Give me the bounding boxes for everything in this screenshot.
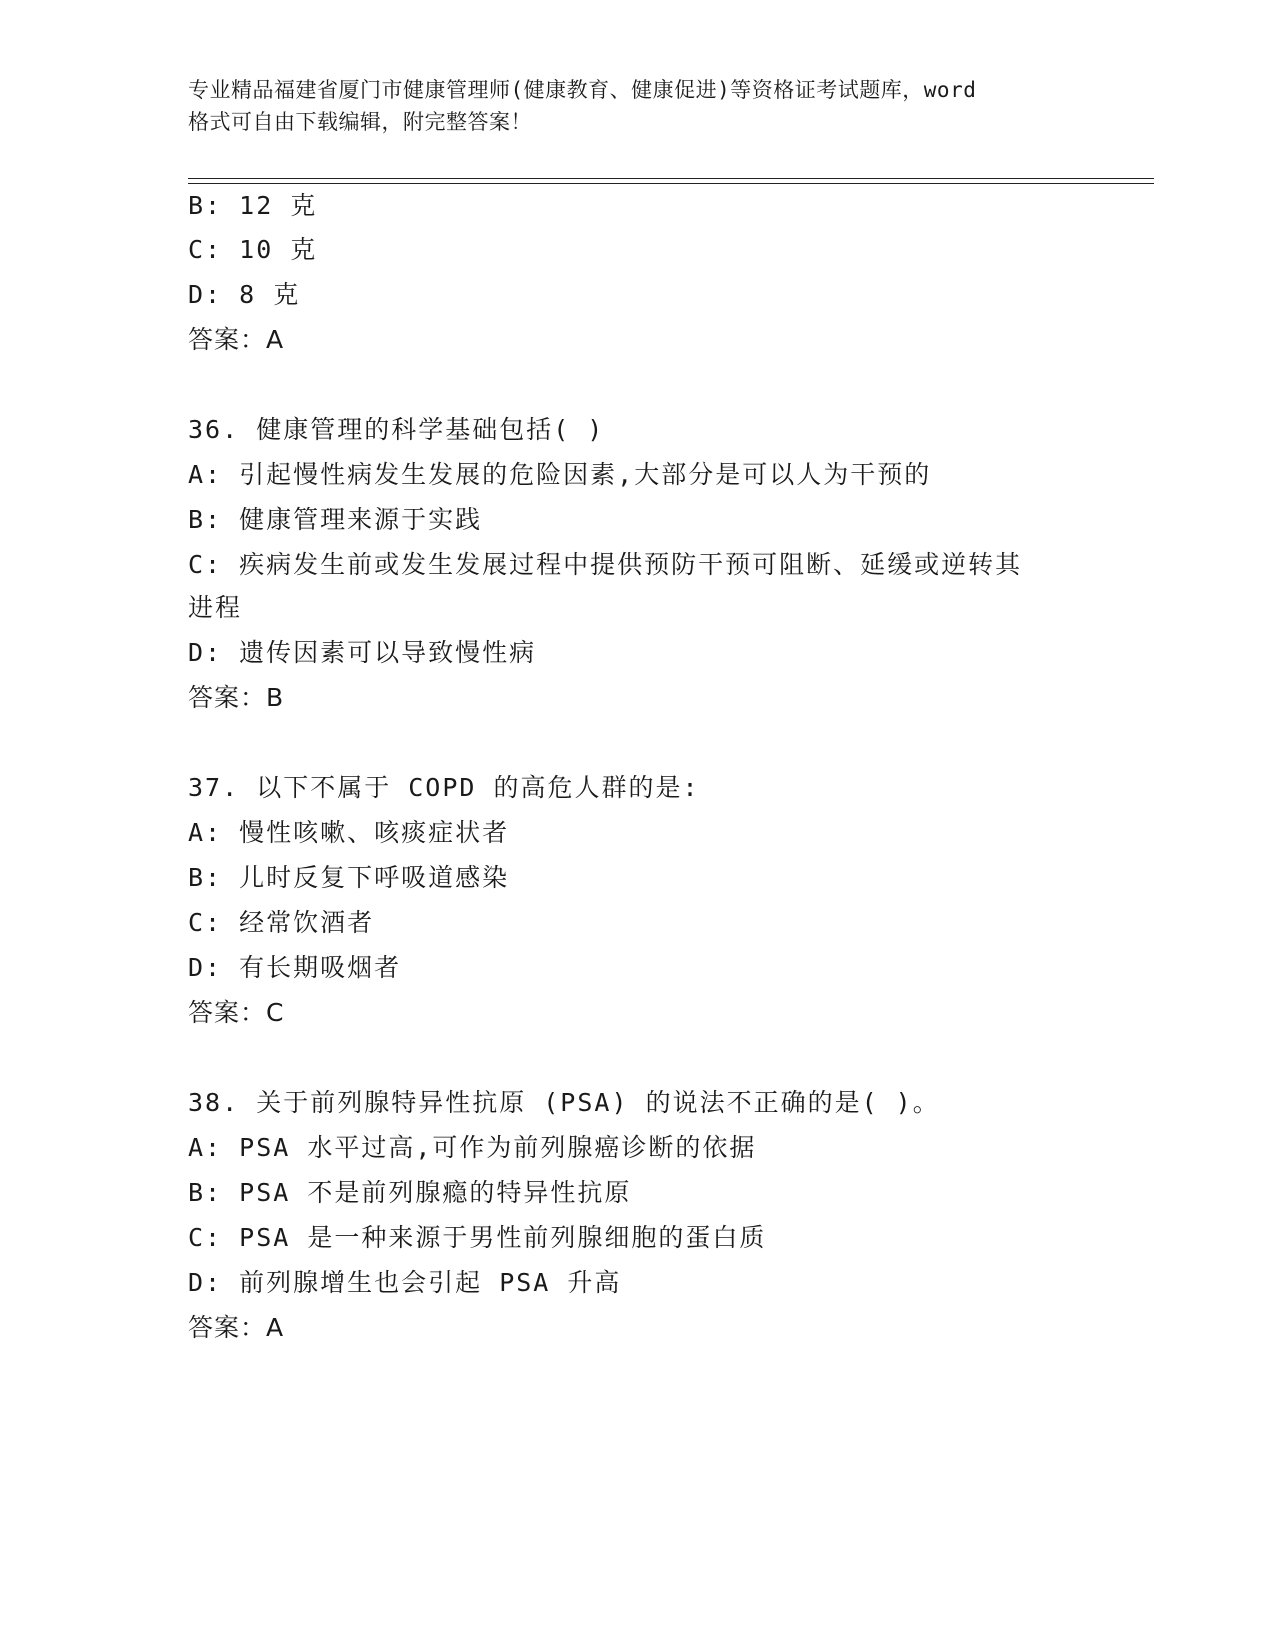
q37-option-c: C: 经常饮酒者 xyxy=(188,908,375,937)
header-rule-top xyxy=(188,178,1154,179)
header-line-1: 专业精品福建省厦门市健康管理师(健康教育、健康促进)等资格证考试题库，word xyxy=(188,78,977,102)
q37-option-a: A: 慢性咳嗽、咳痰症状者 xyxy=(188,818,510,847)
page-header xyxy=(188,74,1088,138)
q38-answer: 答案：A xyxy=(188,1313,285,1342)
q38-option-d: D: 前列腺增生也会引起 PSA 升高 xyxy=(188,1268,622,1297)
q35-answer: 答案：A xyxy=(188,325,285,354)
q36-option-a: A: 引起慢性病发生发展的危险因素,大部分是可以人为干预的 xyxy=(188,460,932,489)
q36-answer: 答案：B xyxy=(188,683,285,712)
q38-option-b: B: PSA 不是前列腺瘾的特异性抗原 xyxy=(188,1178,632,1207)
q38-option-a: A: PSA 水平过高,可作为前列腺癌诊断的依据 xyxy=(188,1133,757,1162)
q37-option-d: D: 有长期吸烟者 xyxy=(188,953,402,982)
header-line-2: 格式可自由下载编辑，附完整答案！ xyxy=(188,110,532,134)
q38-question: 38. 关于前列腺特异性抗原 (PSA) 的说法不正确的是( )。 xyxy=(188,1088,940,1117)
q36-option-c-line-2: 进程 xyxy=(188,593,243,622)
q36-option-d: D: 遗传因素可以导致慢性病 xyxy=(188,638,537,667)
q38-option-c: C: PSA 是一种来源于男性前列腺细胞的蛋白质 xyxy=(188,1223,767,1252)
q35-option-b: B: 12 克 xyxy=(188,191,318,220)
q35-option-c: C: 10 克 xyxy=(188,235,318,264)
q36-question: 36. 健康管理的科学基础包括( ) xyxy=(188,415,605,444)
q35-option-d: D: 8 克 xyxy=(188,280,301,309)
q36-option-b: B: 健康管理来源于实践 xyxy=(188,505,483,534)
q37-question: 37. 以下不属于 COPD 的高危人群的是: xyxy=(188,773,700,802)
q37-option-b: B: 儿时反复下呼吸道感染 xyxy=(188,863,510,892)
q36-option-c-line-1: C: 疾病发生前或发生发展过程中提供预防干预可阻断、延缓或逆转其 xyxy=(188,550,1023,579)
header-rule-bottom xyxy=(188,183,1154,184)
q37-answer: 答案：C xyxy=(188,998,285,1027)
